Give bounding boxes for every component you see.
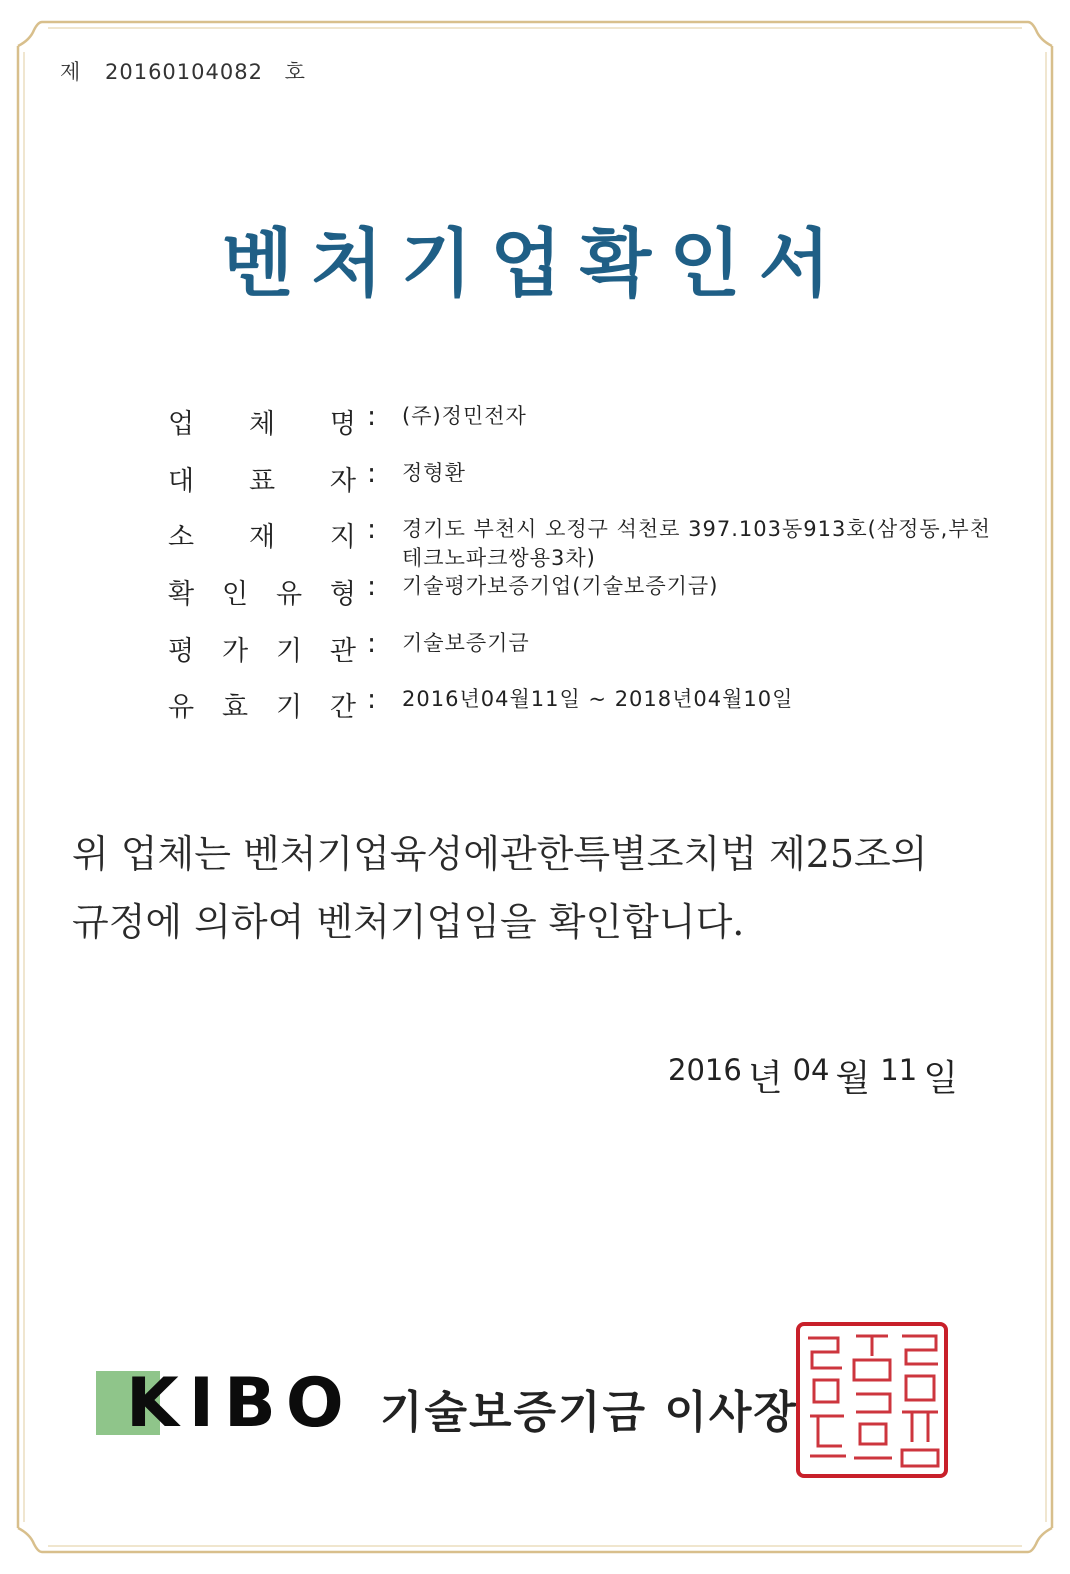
field-value: (주)정민전자 [402, 404, 527, 428]
field-label-char: 형 [329, 579, 356, 610]
field-label [168, 685, 356, 724]
field-colon: : [367, 628, 377, 659]
field-label [168, 459, 356, 498]
field-colon: : [367, 514, 377, 545]
field-label-char: 지 [329, 522, 356, 553]
official-seal-stamp [794, 1320, 950, 1480]
certificate-number [60, 56, 306, 86]
month-unit: 월 [835, 1058, 871, 1099]
field-label-char: 인 [221, 579, 249, 610]
field-value: 기술평가보증기업(기술보증기금) [402, 574, 719, 598]
certificate-number-value: 20160104082 [104, 60, 263, 84]
field-colon: : [367, 401, 377, 432]
issue-month: 04 [792, 1053, 830, 1087]
field-label-char: 표 [248, 466, 276, 497]
statement-line-1: 위 업체는 벤처기업육성에관한특별조치법 제25조의 [72, 832, 928, 876]
field-colon: : [367, 571, 377, 602]
field-label-char: 업 [168, 409, 195, 440]
field-label [168, 629, 356, 668]
field-label [168, 572, 356, 611]
field-label [168, 402, 356, 441]
field-label-char: 기 [275, 692, 303, 723]
field-label-char: 유 [275, 579, 303, 610]
issue-year: 2016 [668, 1053, 742, 1087]
field-label-char: 관 [329, 636, 356, 667]
issue-date [668, 1040, 968, 1099]
field-label-char: 간 [329, 692, 356, 723]
field-label-char: 재 [248, 522, 276, 553]
field-label-char: 대 [168, 466, 195, 497]
field-label-char: 명 [329, 409, 356, 440]
certificate-number-prefix: 제 [60, 60, 82, 84]
field-label-char: 자 [329, 466, 356, 497]
field-value: 기술보증기금 [402, 631, 530, 655]
statement-line-2: 규정에 의하여 벤처기업임을 확인합니다. [72, 900, 745, 944]
field-label-char: 가 [221, 636, 249, 667]
year-unit: 년 [747, 1058, 783, 1099]
field-colon: : [367, 684, 377, 715]
field-label-char: 확 [168, 579, 195, 610]
field-label-char: 유 [168, 692, 195, 723]
field-value: 경기도 부천시 오정구 석천로 397.103동913호(삼정동,부천테크노파크쌍용3차) [402, 517, 991, 570]
field-label-char: 평 [168, 636, 195, 667]
certificate-title: 벤처기업확인서 [221, 221, 849, 307]
kibo-logo: KIBO [126, 1364, 354, 1443]
certificate-number-suffix: 호 [284, 60, 306, 84]
field-label-char: 효 [221, 692, 249, 723]
field-value: 2016년04월11일 ~ 2018년04월10일 [402, 687, 794, 711]
issue-day: 11 [880, 1053, 918, 1087]
certification-statement [72, 820, 1002, 956]
field-value: 정형환 [402, 461, 466, 485]
field-label [168, 515, 356, 554]
field-label-char: 체 [248, 409, 276, 440]
day-unit: 일 [923, 1058, 958, 1099]
field-label-char: 소 [168, 522, 195, 553]
issuer-name: 기술보증기금 이사장 [380, 1387, 798, 1438]
field-colon: : [367, 458, 377, 489]
field-label-char: 기 [275, 636, 303, 667]
